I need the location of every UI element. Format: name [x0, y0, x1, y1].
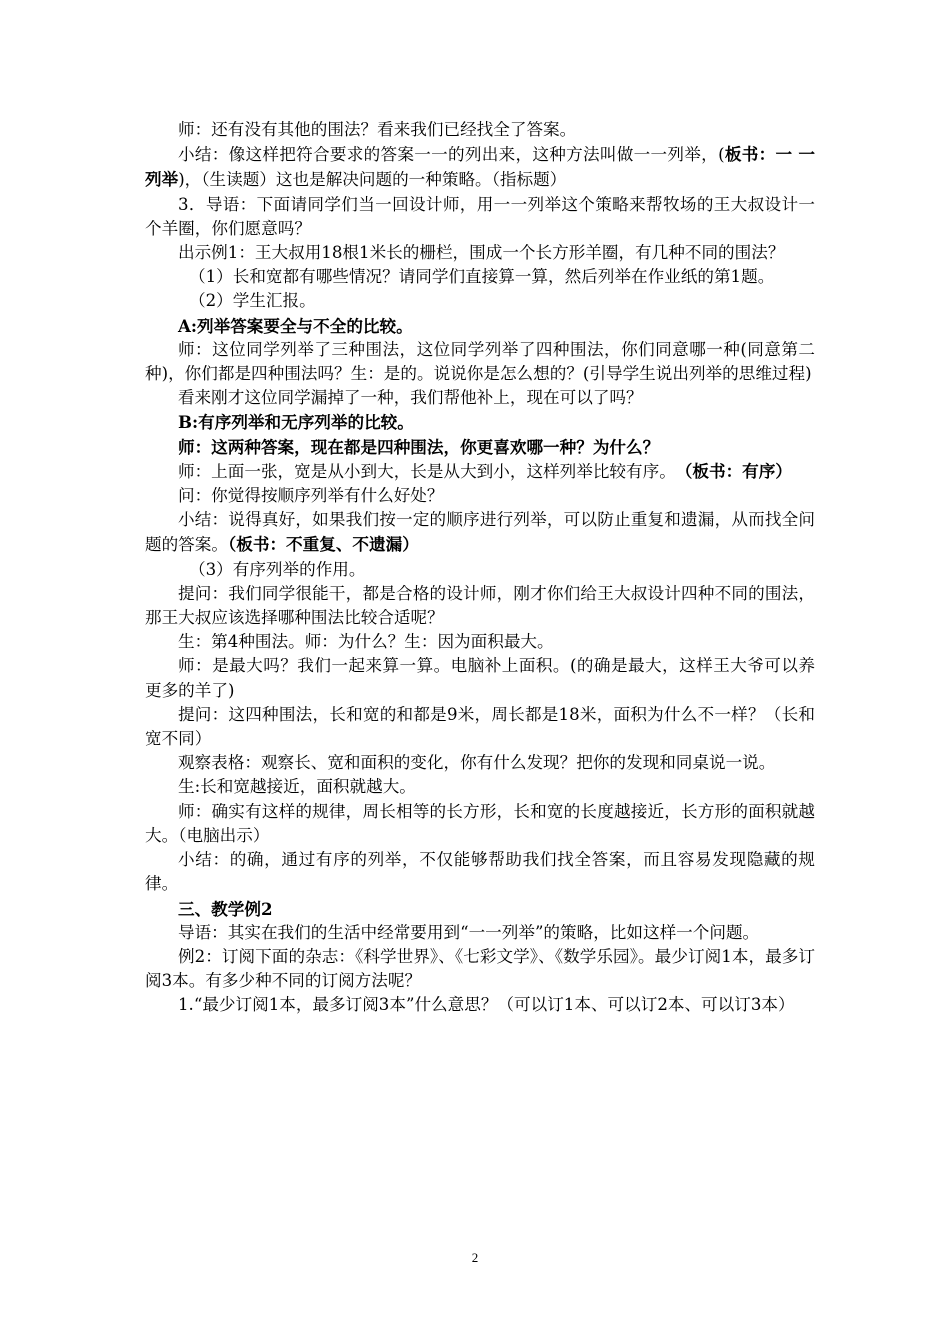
paragraph: [145, 142, 815, 192]
paragraph: 生:长和宽越接近，面积就越大。: [178, 777, 416, 797]
text-run: 小结：像这样把符合要求的答案一一的列出来，这种方法叫做一一列举，(: [178, 145, 725, 165]
section-subheading: B:有序列举和无序列举的比较。: [178, 412, 414, 433]
section-subheading: A:列举答案要全与不全的比较。: [178, 315, 413, 336]
paragraph: 导语：其实在我们的生活中经常要用到“一一列举”的策略，比如这样一个问题。: [178, 922, 760, 942]
paragraph: 师：这两种答案，现在都是四种围法，你更喜欢哪一种？为什么？: [178, 436, 660, 457]
paragraph: 师：还有没有其他的围法？看来我们已经找全了答案。: [178, 120, 577, 139]
paragraph: 3．导语：下面请同学们当一回设计师，用一一列举这个策略来帮牧场的王大叔设计一个羊圈，你们愿意吗？: [145, 194, 815, 238]
paragraph: 出示例1：王大叔用18根1米长的栅栏，围成一个长方形羊圈，有几种不同的围法？: [178, 243, 785, 263]
paragraph: 提问：我们同学很能干，都是合格的设计师，刚才你们给王大叔设计四种不同的围法，那王大叔应该选择哪种围法比较合适呢？: [145, 583, 815, 628]
paragraph: （3）有序列举的作用。: [189, 559, 366, 579]
paragraph: [145, 508, 815, 557]
paragraph: 问：你觉得按顺序列举有什么好处？: [178, 486, 444, 506]
paragraph: [145, 459, 815, 484]
board-note: （板书：不重复、不遗漏）: [227, 534, 419, 555]
paragraph: （1）长和宽都有哪些情况？请同学们直接算一算，然后列举在作业纸的第1题。: [189, 267, 775, 287]
board-note: 板书：一 一列举: [145, 144, 815, 190]
paragraph: 生：第4种围法。师：为什么？生：因为面积最大。: [178, 632, 554, 652]
paragraph: 例2：订阅下面的杂志：《科学世界》、《七彩文学》、《数学乐园》。最少订阅1本，最多订阅3本。有多少种不同的订阅方法呢？: [145, 946, 815, 991]
paragraph: 小结：的确，通过有序的列举，不仅能够帮助我们找全答案，而且容易发现隐藏的规律。: [145, 850, 815, 894]
document-body: [145, 118, 815, 1018]
section-heading: 三、教学例2: [178, 898, 273, 919]
paragraph: 看来刚才这位同学漏掉了一种，我们帮他补上，现在可以了吗？: [178, 388, 643, 408]
paragraph: 师：确实有这样的规律，周长相等的长方形，长和宽的长度越接近，长方形的面积就越大。（电脑出示）: [145, 801, 815, 845]
text-run: 小结：说得真好，如果我们按一定的顺序进行列举，可以防止重复和遗漏，从而找全问题的答案。: [145, 510, 815, 555]
text-run: 师：上面一张，宽是从小到大，长是从大到小，这样列举比较有序。: [178, 461, 685, 481]
paragraph: （2）学生汇报。: [189, 291, 316, 311]
paragraph: 观察表格：观察长、宽和面积的变化，你有什么发现？把你的发现和同桌说一说。: [178, 753, 776, 773]
paragraph: 提问：这四种围法，长和宽的和都是9米，周长都是18米，面积为什么不一样？（长和宽不同）: [145, 704, 815, 749]
page-number: 2: [471, 1250, 479, 1265]
paragraph: 1.“最少订阅1本，最多订阅3本”什么意思？（可以订1本、可以订2本、可以订3本）: [178, 995, 795, 1015]
paragraph: 师：是最大吗？我们一起来算一算。电脑补上面积。(的确是最大，这样王大爷可以养更多的羊了): [145, 656, 815, 700]
text-run: )，（生读题）这也是解决问题的一种策略。（指标题）: [178, 170, 567, 190]
paragraph: 师：这位同学列举了三种围法，这位同学列举了四种围法，你们同意哪一种(同意第二种)，你们都是四种围法吗？生：是的。说说你是怎么想的？(引导学生说出列举的思维过程): [145, 339, 815, 384]
board-note: （板书：有序）: [684, 460, 792, 481]
